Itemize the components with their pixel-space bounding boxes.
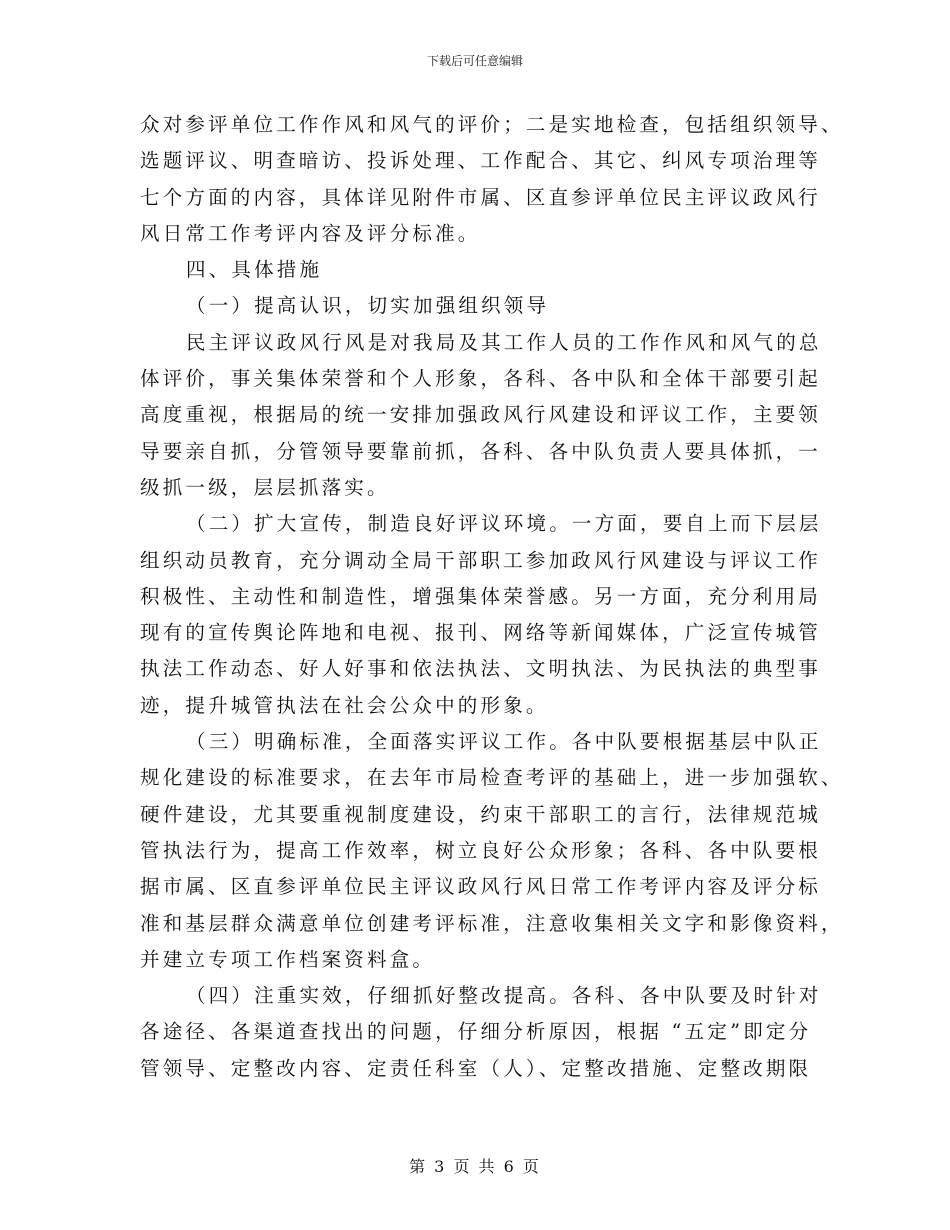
page-header: 下载后可任意编辑: [426, 54, 523, 68]
body-line: 各途径、各渠道查找出的问题，仔细分析原因，根据 “五定”即定分: [140, 1020, 812, 1044]
page-number: 第 3 页 共 6 页: [409, 1157, 541, 1176]
body-line: 高度重视，根据局的统一安排加强政风行风建设和评议工作，主要领: [140, 403, 822, 427]
body-line: 硬件建设，尤其要重视制度建设，约束干部职工的言行，法律规范城: [140, 802, 822, 826]
body-line: （四）注重实效，仔细抓好整改提高。各科、各中队要及时针对: [186, 984, 822, 1008]
body-line: 管领导、定整改内容、定责任科室（人）、定整改措施、定整改期限: [140, 1056, 812, 1080]
document-body: [140, 107, 844, 1087]
body-line: 积极性、主动性和制造性，增强集体荣誉感。另一方面，充分利用局: [140, 584, 822, 608]
body-line: 现有的宣传舆论阵地和电视、报刊、网络等新闻媒体，广泛宣传城管: [140, 621, 822, 645]
body-line: 组织动员教育，充分调动全局干部职工参加政风行风建设与评议工作: [140, 548, 822, 572]
body-line: （三）明确标准，全面落实评议工作。各中队要根据基层中队正: [186, 730, 822, 754]
body-line: （二）扩大宣传，制造良好评议环境。一方面，要自上而下层层: [186, 512, 822, 536]
body-line: 执法工作动态、好人好事和依法执法、文明执法、为民执法的典型事: [140, 657, 822, 681]
body-line: 众对参评单位工作作风和风气的评价；二是实地检查，包括组织领导、: [140, 113, 844, 136]
body-line: 选题评议、明查暗访、投诉处理、工作配合、其它、纠风专项治理等: [140, 149, 822, 173]
body-line: 并建立专项工作档案资料盒。: [140, 947, 436, 971]
body-line: 风日常工作考评内容及评分标准。: [140, 221, 481, 245]
body-line: 准和基层群众满意单位创建考评标准，注意收集相关文字和影像资料，: [140, 911, 844, 935]
body-line: 体评价，事关集体荣誉和个人形象，各科、各中队和全体干部要引起: [140, 367, 822, 391]
body-line: 据市属、区直参评单位民主评议政风行风日常工作考评内容及评分标: [140, 875, 822, 899]
body-line: 管执法行为，提高工作效率，树立良好公众形象；各科、各中队要根: [140, 838, 822, 862]
body-line: 迹，提升城管执法在社会公众中的形象。: [140, 693, 549, 717]
body-line: 规化建设的标准要求，在去年市局检查考评的基础上，进一步加强软、: [140, 766, 844, 790]
body-line: 级抓一级，层层抓落实。: [140, 475, 390, 499]
subsection-heading: （一）提高认识，切实加强组织领导: [186, 294, 550, 318]
section-heading: 四、具体措施: [186, 258, 323, 282]
body-line: 导要亲自抓，分管领导要靠前抓，各科、各中队负责人要具体抓，一: [140, 439, 822, 463]
body-line: 七个方面的内容，具体详见附件市属、区直参评单位民主评议政风行: [140, 185, 822, 209]
body-line: 民主评议政风行风是对我局及其工作人员的工作作风和风气的总: [186, 330, 822, 354]
